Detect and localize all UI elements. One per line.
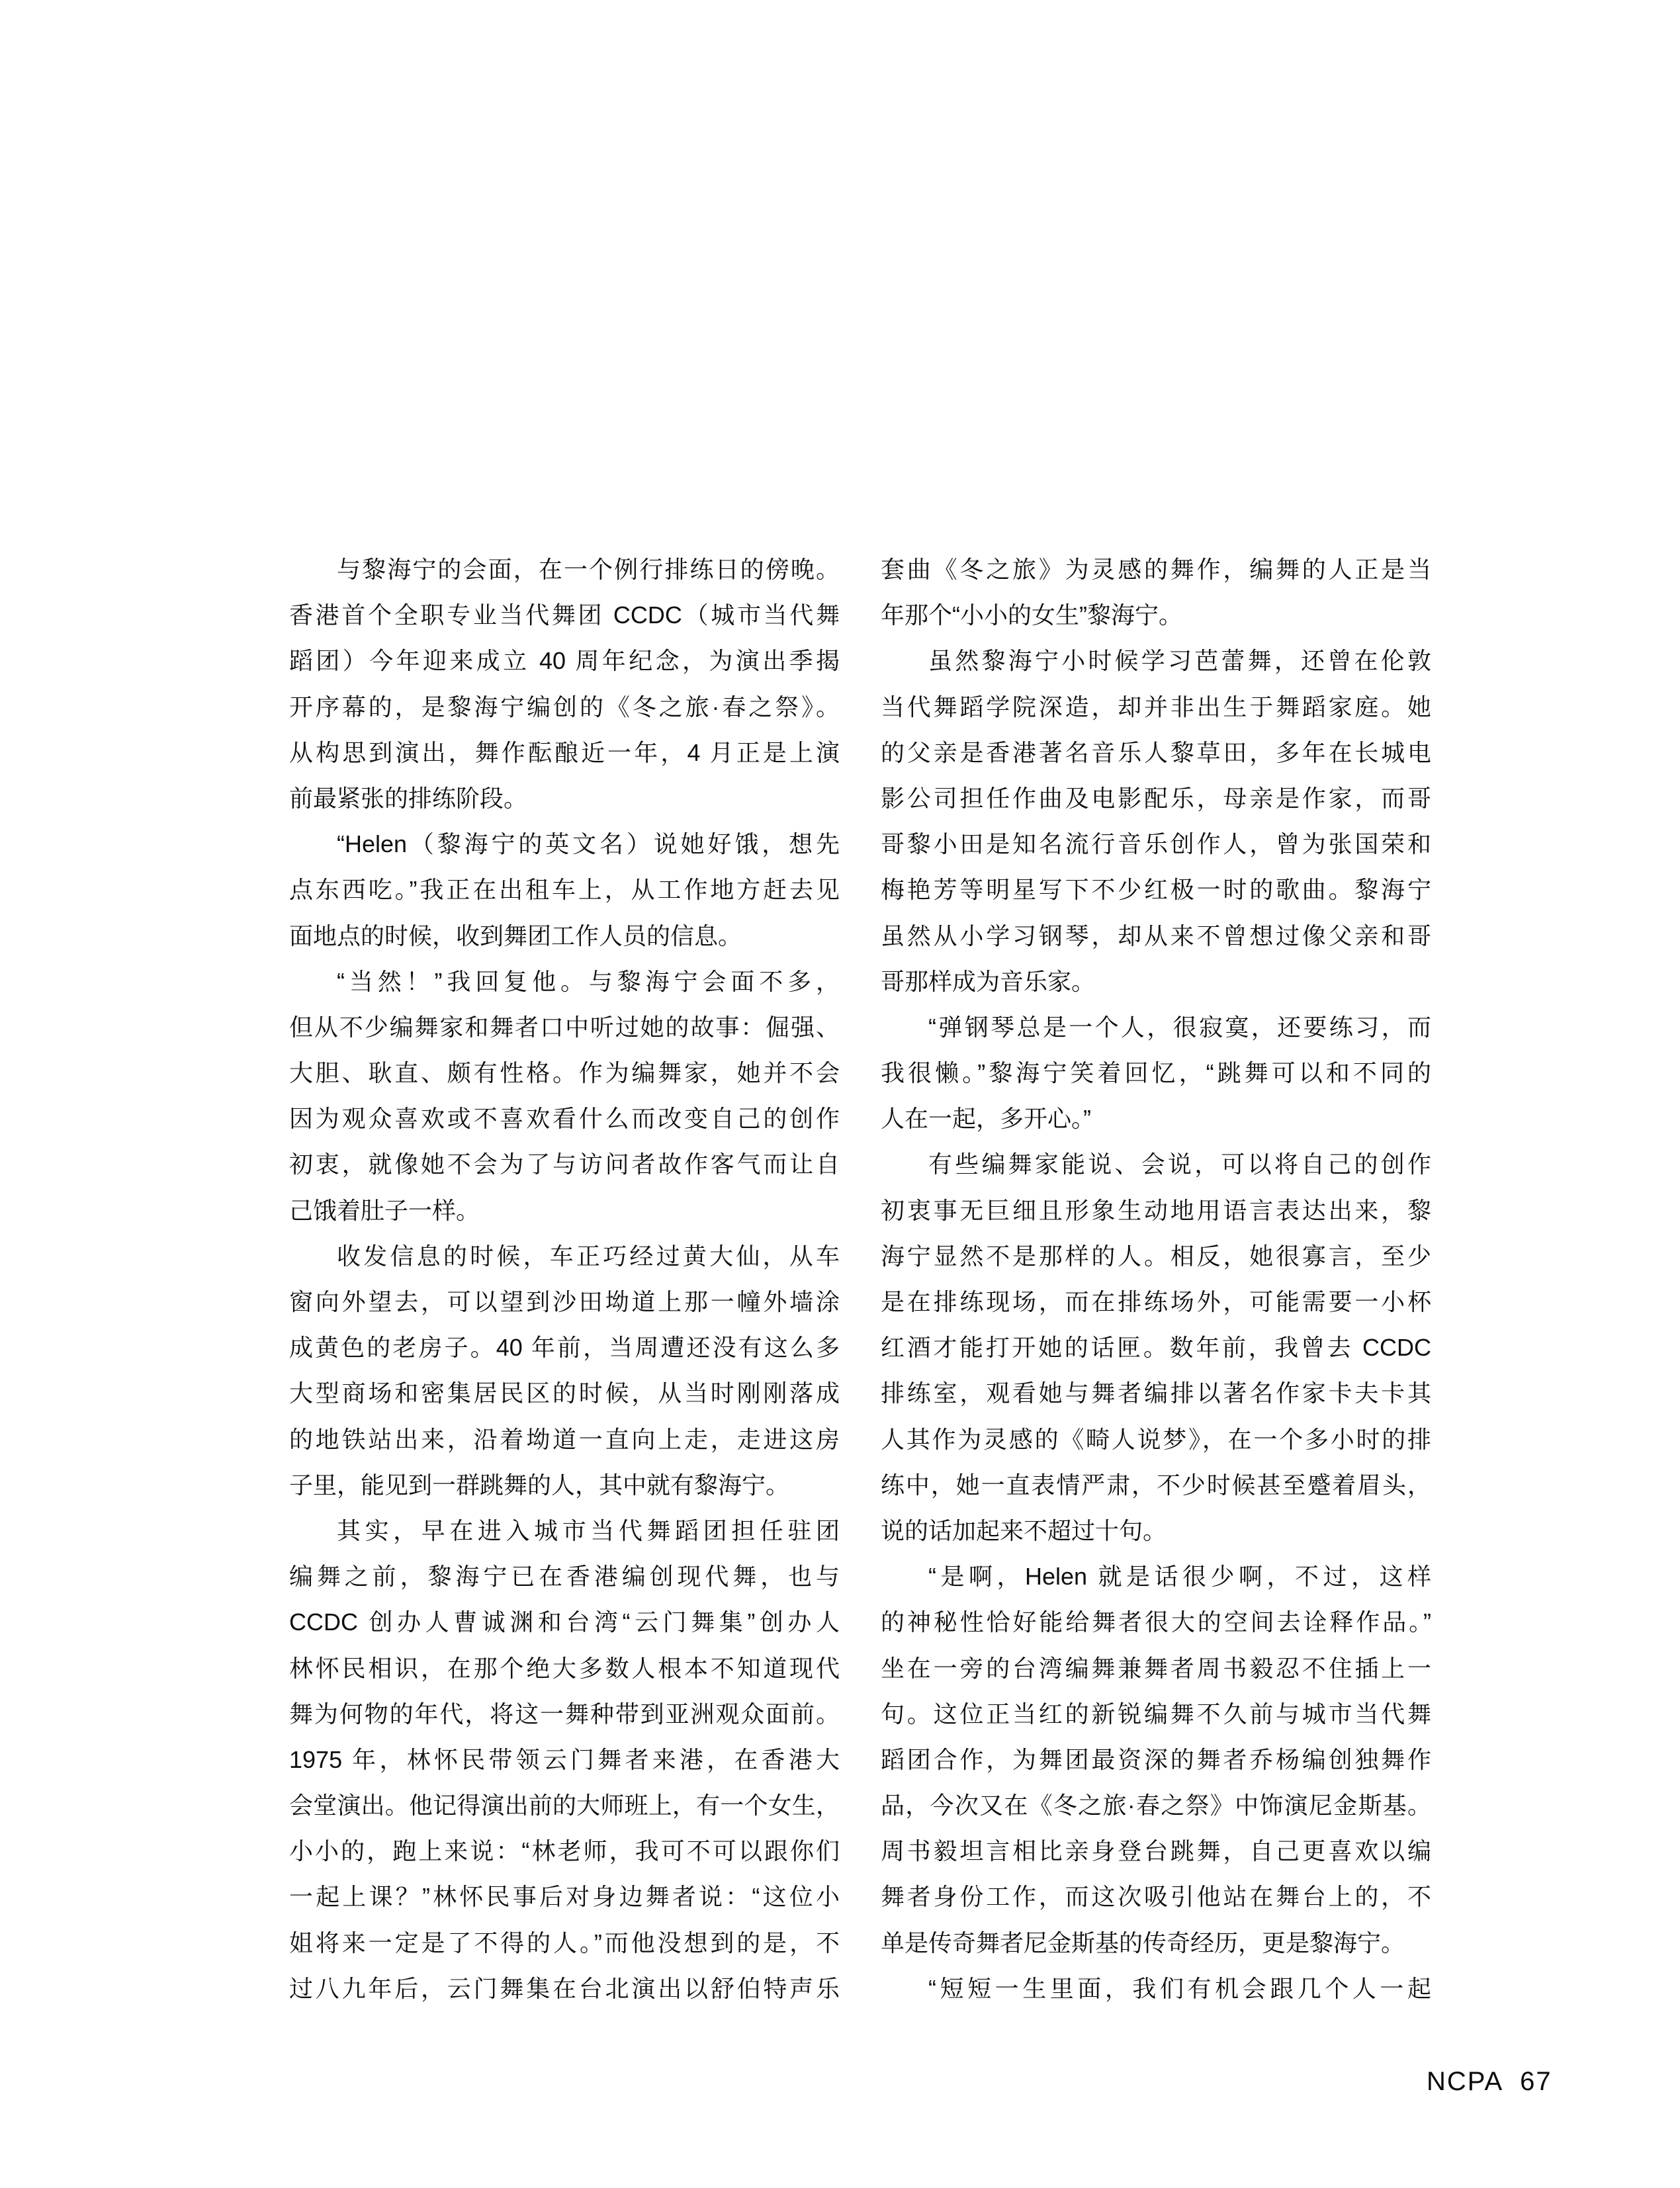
text-line: 会堂演出。他记得演出前的大师班上，有一个女生， xyxy=(289,1792,840,1819)
text-line: 前最紧张的排练阶段。 xyxy=(289,784,528,812)
text-line: 初衷事无巨细且形象生动地用语言表达出来，黎 xyxy=(881,1196,1431,1224)
text-line: 1975 年，林怀民带领云门舞者来港，在香港大 xyxy=(289,1745,840,1773)
text-line: 蹈团合作，为舞团最资深的舞者乔杨编创独舞作 xyxy=(881,1745,1431,1773)
text-line: 是在排练现场，而在排练场外，可能需要一小杯 xyxy=(881,1288,1431,1315)
text-line: 己饿着肚子一样。 xyxy=(289,1196,480,1224)
text-line: 当代舞蹈学院深造，却并非出生于舞蹈家庭。她 xyxy=(881,693,1431,721)
text-line: 周书毅坦言相比亲身登台跳舞，自己更喜欢以编 xyxy=(881,1837,1431,1865)
text-line: 海宁显然不是那样的人。相反，她很寡言，至少 xyxy=(881,1242,1431,1270)
text-line: 套曲《冬之旅》为灵感的舞作，编舞的人正是当 xyxy=(881,556,1431,583)
text-line: 但从不少编舞家和舞者口中听过她的故事：倔强、 xyxy=(289,1013,840,1041)
text-line: 其实，早在进入城市当代舞蹈团担任驻团 xyxy=(337,1516,840,1544)
text-line: 的父亲是香港著名音乐人黎草田，多年在长城电 xyxy=(881,738,1431,766)
text-line: 窗向外望去，可以望到沙田坳道上那一幢外墙涂 xyxy=(289,1288,840,1315)
text-line: 品，今次又在《冬之旅·春之祭》中饰演尼金斯基。 xyxy=(881,1792,1431,1819)
text-line: 年那个“小小的女生”黎海宁。 xyxy=(881,601,1182,629)
text-line: “Helen（黎海宁的英文名）说她好饿，想先 xyxy=(337,830,840,858)
text-line: 虽然从小学习钢琴，却从来不曾想过像父亲和哥 xyxy=(881,922,1431,949)
text-line: 成黄色的老房子。40 年前，当周遭还没有这么多 xyxy=(289,1334,840,1362)
text-line: 香港首个全职专业当代舞团 CCDC（城市当代舞 xyxy=(289,601,840,629)
article-column-left xyxy=(289,547,840,2011)
text-line: 排练室，观看她与舞者编排以著名作家卡夫卡其 xyxy=(881,1379,1431,1407)
text-line: 与黎海宁的会面，在一个例行排练日的傍晚。 xyxy=(337,556,840,583)
text-line: 面地点的时候，收到舞团工作人员的信息。 xyxy=(289,922,742,949)
text-line: 红酒才能打开她的话匣。数年前，我曾去 CCDC xyxy=(881,1334,1431,1362)
text-line: 练中，她一直表情严肃，不少时候甚至蹙着眉头， xyxy=(881,1471,1431,1499)
text-line: 一起上课？”林怀民事后对身边舞者说：“这位小 xyxy=(289,1883,840,1911)
text-line: 大胆、耿直、颇有性格。作为编舞家，她并不会 xyxy=(289,1059,840,1087)
text-line: CCDC 创办人曹诚渊和台湾“云门舞集”创办人 xyxy=(289,1608,840,1636)
text-line: 的地铁站出来，沿着坳道一直向上走，走进这房 xyxy=(289,1425,840,1453)
text-line: 小小的，跑上来说：“林老师，我可不可以跟你们 xyxy=(289,1837,840,1865)
text-line: 的神秘性恰好能给舞者很大的空间去诠释作品。” xyxy=(881,1608,1431,1636)
text-line: 点东西吃。”我正在出租车上，从工作地方赶去见 xyxy=(289,876,840,904)
text-line: 过八九年后，云门舞集在台北演出以舒伯特声乐 xyxy=(289,1974,840,2002)
text-line: 我很懒。”黎海宁笑着回忆，“跳舞可以和不同的 xyxy=(881,1059,1431,1087)
text-line: 林怀民相识，在那个绝大多数人根本不知道现代 xyxy=(289,1654,840,1682)
text-line: 从构思到演出，舞作酝酿近一年，4 月正是上演 xyxy=(289,738,840,766)
text-line: 句。这位正当红的新锐编舞不久前与城市当代舞 xyxy=(881,1700,1431,1728)
text-line: 哥黎小田是知名流行音乐创作人，曾为张国荣和 xyxy=(881,830,1431,858)
text-line: 影公司担任作曲及电影配乐，母亲是作家，而哥 xyxy=(881,784,1431,812)
text-line: 人在一起，多开心。” xyxy=(881,1105,1091,1133)
page-footer xyxy=(1427,2067,1552,2097)
text-line: 哥那样成为音乐家。 xyxy=(881,967,1096,995)
text-line: “当然！”我回复他。与黎海宁会面不多， xyxy=(337,967,840,995)
text-line: 虽然黎海宁小时候学习芭蕾舞，还曾在伦敦 xyxy=(928,647,1431,675)
text-line: “弹钢琴总是一个人，很寂寞，还要练习，而 xyxy=(928,1013,1431,1041)
text-line: 姐将来一定是了不得的人。”而他没想到的是，不 xyxy=(289,1929,840,1956)
text-line: 收发信息的时候，车正巧经过黄大仙，从车 xyxy=(337,1242,840,1270)
text-line: 舞为何物的年代，将这一舞种带到亚洲观众面前。 xyxy=(289,1700,840,1728)
text-line: 人其作为灵感的《畸人说梦》，在一个多小时的排 xyxy=(881,1425,1431,1453)
text-line: 梅艳芳等明星写下不少红极一时的歌曲。黎海宁 xyxy=(881,876,1431,904)
text-line: “短短一生里面，我们有机会跟几个人一起 xyxy=(928,1974,1431,2002)
text-line: 初衷，就像她不会为了与访问者故作客气而让自 xyxy=(289,1151,840,1178)
text-line: 单是传奇舞者尼金斯基的传奇经历，更是黎海宁。 xyxy=(881,1929,1405,1956)
text-line: 有些编舞家能说、会说，可以将自己的创作 xyxy=(928,1151,1431,1178)
text-line: 子里，能见到一群跳舞的人，其中就有黎海宁。 xyxy=(289,1471,790,1499)
text-line: “是啊，Helen 就是话很少啊，不过，这样 xyxy=(928,1563,1431,1591)
page-number: NCPA 67 xyxy=(1427,2067,1552,2096)
text-line: 大型商场和密集居民区的时候，从当时刚刚落成 xyxy=(289,1379,840,1407)
text-line: 坐在一旁的台湾编舞兼舞者周书毅忍不住插上一 xyxy=(881,1654,1431,1682)
text-line: 蹈团）今年迎来成立 40 周年纪念，为演出季揭 xyxy=(289,647,840,675)
text-line: 编舞之前，黎海宁已在香港编创现代舞，也与 xyxy=(289,1563,840,1591)
text-line: 开序幕的，是黎海宁编创的《冬之旅·春之祭》。 xyxy=(289,693,840,721)
text-line: 说的话加起来不超过十句。 xyxy=(881,1516,1167,1544)
text-line: 因为观众喜欢或不喜欢看什么而改变自己的创作 xyxy=(289,1105,840,1133)
text-line: 舞者身份工作，而这次吸引他站在舞台上的，不 xyxy=(881,1883,1431,1911)
article-column-right xyxy=(881,547,1431,2011)
